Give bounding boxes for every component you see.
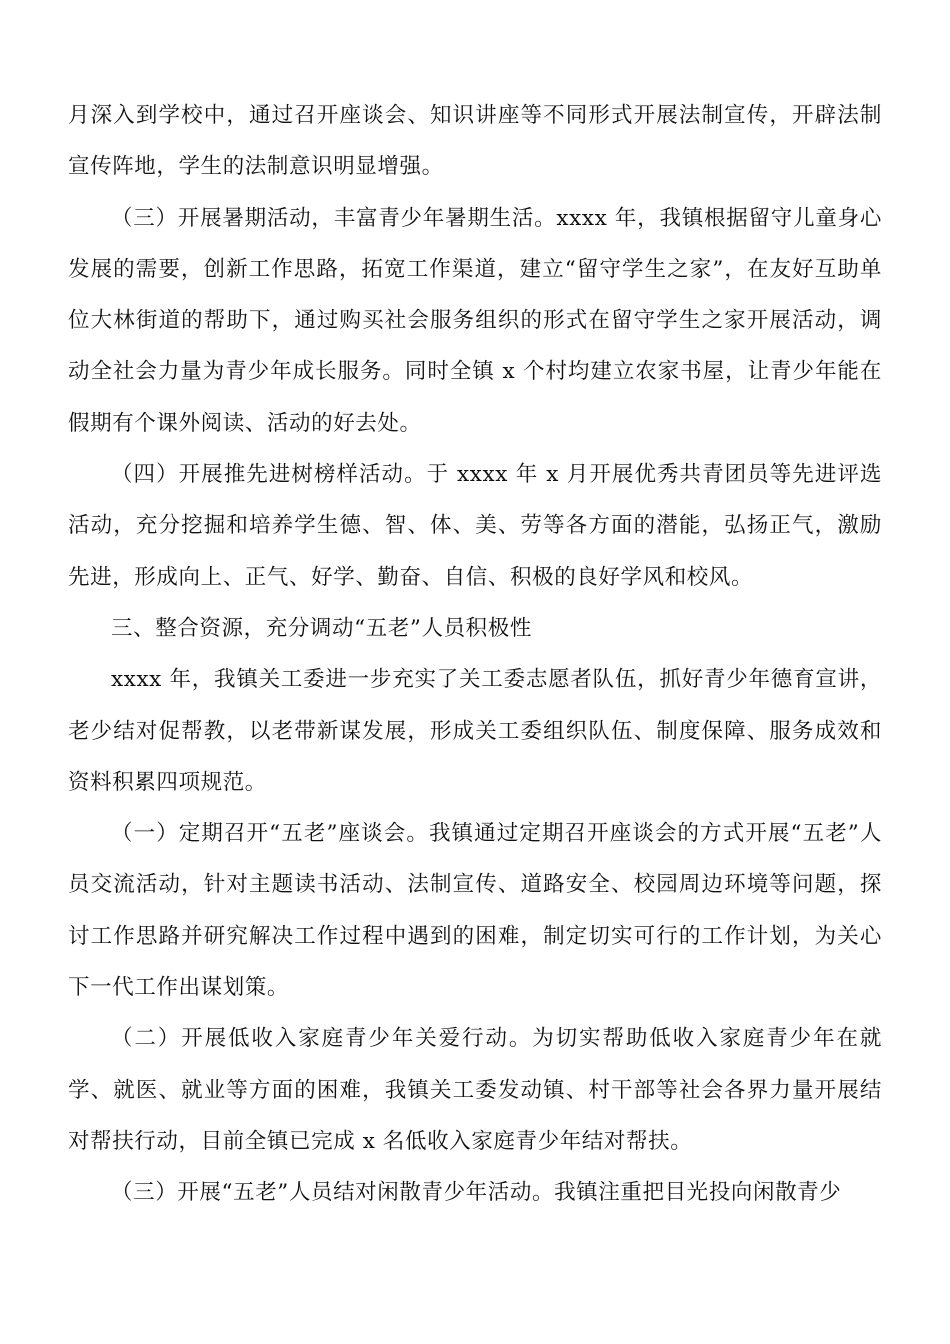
section-heading-3: 三、整合资源，充分调动“五老”人员积极性 (111, 615, 532, 641)
paragraph-6: （一）定期召开“五老”座谈会。我镇通过定期召开座谈会的方式开展“五老”人员交流活动，针对主题读书活动、法制宣传、道路安全、校园周边环境等问题，探讨工作思路并研究解决工作过程中遇到的困难，制定切实可行的工作计划，为关心下一代工作出谋划策。 (68, 821, 882, 1001)
paragraph-1: 月深入到学校中，通过召开座谈会、知识讲座等不同形式开展法制宣传，开辟法制宣传阵地，学生的法制意识明显增强。 (68, 103, 882, 180)
paragraph-8: （三）开展“五老”人员结对闲散青少年活动。我镇注重把目光投向闲散青少 (111, 1180, 842, 1206)
paragraph-7: （二）开展低收入家庭青少年关爱行动。为切实帮助低收入家庭青少年在就学、就医、就业等方面的困难，我镇关工委发动镇、村干部等社会各界力量开展结对帮扶行动，目前全镇已完成 x 名低收入家庭青少年结对帮扶。 (68, 1026, 882, 1154)
paragraph-5: xxxx 年，我镇关工委进一步充实了关工委志愿者队伍，抓好青少年德育宣讲，老少结对促帮教，以老带新谋发展，形成关工委组织队伍、制度保障、服务成效和资料积累四项规范。 (68, 667, 882, 795)
paragraph-3: （四）开展推先进树榜样活动。于 xxxx 年 x 月开展优秀共青团员等先进评选活动，充分挖掘和培养学生德、智、体、美、劳等各方面的潜能，弘扬正气，激励先进，形成向上、正气、好学、勤奋、自信、积极的良好学风和校风。 (68, 462, 882, 590)
document-body (68, 90, 882, 1219)
paragraph-2: （三）开展暑期活动，丰富青少年暑期生活。xxxx 年，我镇根据留守儿童身心发展的需要，创新工作思路，拓宽工作渠道，建立“留守学生之家”，在友好互助单位大林街道的帮助下，通过购买社会服务组织的形式在留守学生之家开展活动，调动全社会力量为青少年成长服务。同时全镇 x 个村均建立农家书屋，让青少年能在假期有个课外阅读、活动的好去处。 (68, 205, 882, 436)
